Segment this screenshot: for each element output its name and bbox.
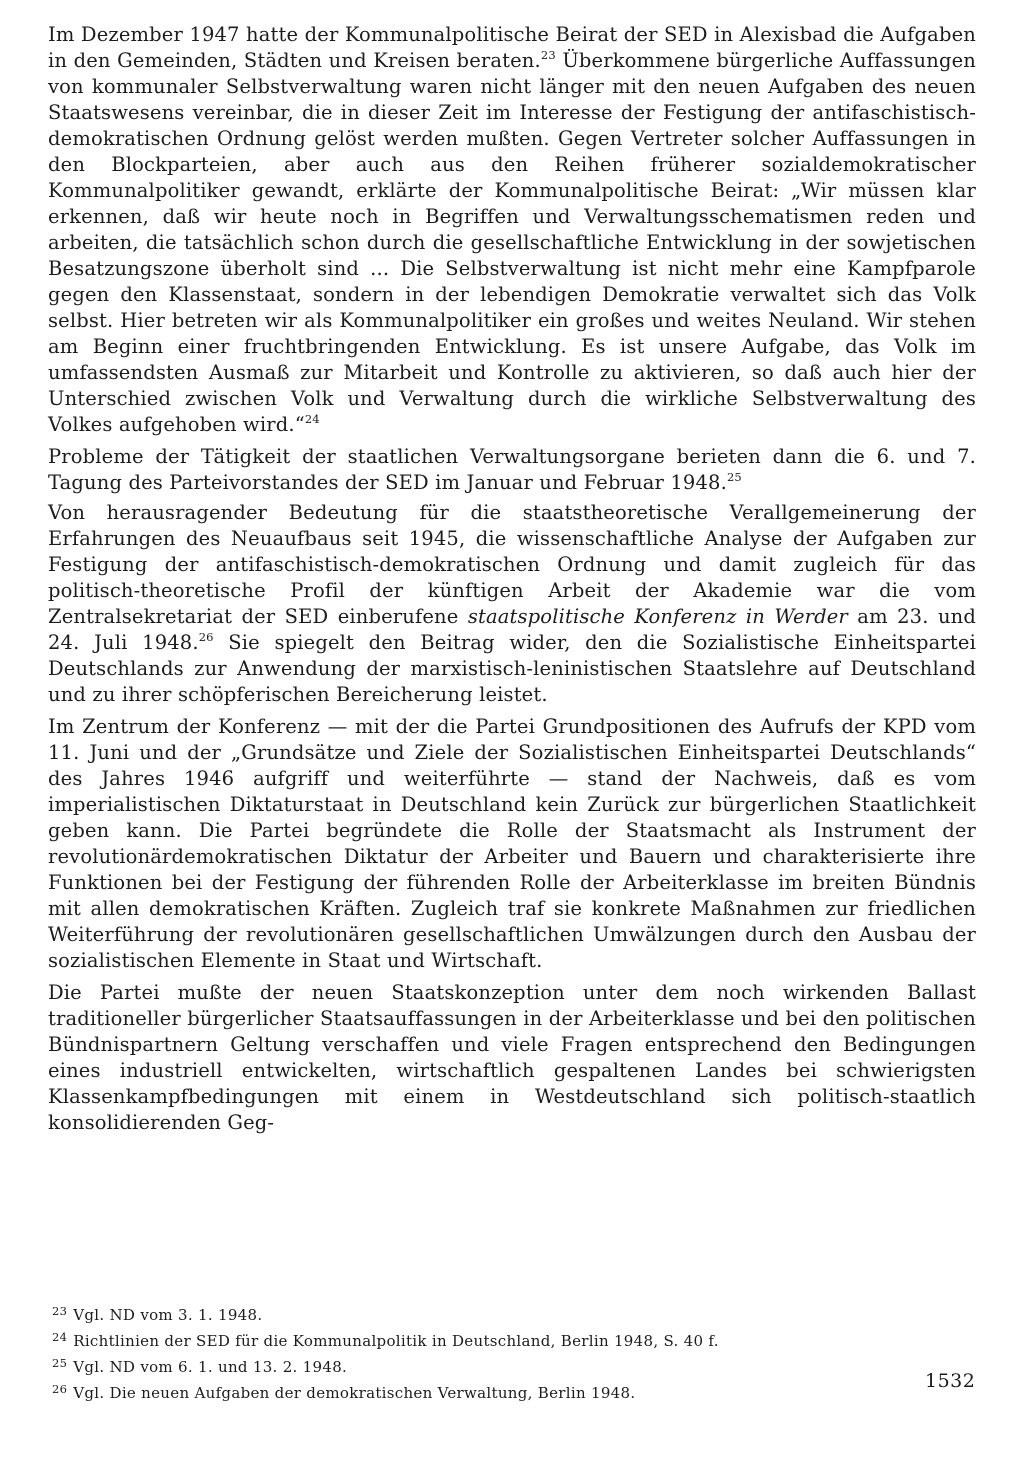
- footnote-24: [52, 1326, 932, 1352]
- paragraph-text: Die Partei mußte der neuen Staatskonzeption unter dem noch wirkenden Ballast traditioneller bürgerlicher Staatsauffassungen in der Arbeiterklasse und bei den politischen Bündnispartnern Geltung verschaffen und viele Fragen entsprechend den Bedingungen eines industriell entwickelten, wirtschaftlich gespaltenen Landes bei schwierigsten Klassenkampfbedingungen mit einem in Westdeutschland sich politisch-staatlich konsolidierenden Geg-: [48, 981, 976, 1134]
- paragraph-text: Im Dezember 1947 hatte der Kommunalpolitische Beirat der SED in Alexisbad die Aufgaben in den Gemeinden, Städten und Kreisen beraten.: [48, 23, 976, 72]
- footnote-ref-24[interactable]: 24: [304, 412, 320, 426]
- footnote-text: Vgl. ND vom 3. 1. 1948.: [73, 1306, 263, 1324]
- footnotes: [52, 1300, 932, 1404]
- footnote-number: 23: [52, 1304, 68, 1318]
- paragraph-1: [48, 22, 976, 438]
- page-number: 1532: [925, 1370, 976, 1392]
- footnote-text: Vgl. ND vom 6. 1. und 13. 2. 1948.: [73, 1358, 348, 1376]
- footnote-number: 25: [52, 1356, 68, 1370]
- footnote-23: [52, 1300, 932, 1326]
- page-body: [48, 22, 976, 1142]
- footnote-ref-23[interactable]: 23: [540, 48, 556, 62]
- footnote-text: Vgl. Die neuen Aufgaben der demokratischen Verwaltung, Berlin 1948.: [73, 1384, 636, 1402]
- paragraph-2: [48, 444, 976, 496]
- paragraph-4: [48, 714, 976, 974]
- paragraph-text: am 23. und 24. Juli 1948.: [48, 605, 976, 654]
- footnote-25: [52, 1352, 932, 1378]
- paragraph-text: Probleme der Tätigkeit der staatlichen Verwaltungsorgane berieten dann die 6. und 7. Tagung des Parteivorstandes der SED im Januar und Februar 1948.: [48, 445, 976, 494]
- paragraph-text: Von herausragender Bedeutung für die staatstheoretische Verallgemeinerung der Erfahrungen des Neuaufbaus seit 1945, die wissenschaftliche Analyse der Aufgaben zur Festigung der antifaschistisch-demokratischen Ordnung und damit zugleich für das politisch-theoretische Profil der künftigen Arbeit der Akademie war die vom Zentralsekretariat der SED einberufene: [48, 501, 976, 628]
- paragraph-text: Überkommene bürgerliche Auffassungen von kommunaler Selbstverwaltung waren nicht länger mit den neuen Aufgaben des neuen Staatswesens vereinbar, die in dieser Zeit im Interesse der Festigung der antifaschistisch-demokratischen Ordnung gelöst werden mußten. Gegen Vertreter solcher Auffassungen in den Blockparteien, aber auch aus den Reihen früherer sozialdemokratischer Kommunalpolitiker gewandt, erklärte der Kommunalpolitische Beirat: „Wir müssen klar erkennen, daß wir heute noch in Begriffen und Verwaltungsschematismen reden und arbeiten, die tatsächlich schon durch die gesellschaftliche Entwicklung in der sowjetischen Besatzungszone überholt sind ... Die Selbstverwaltung ist nicht mehr eine Kampfparole gegen den Klassenstaat, sondern in der lebendigen Demokratie verwaltet sich das Volk selbst. Hier betreten wir als Kommunalpolitiker ein großes und weites Neuland. Wir stehen am Beginn einer fruchtbringenden Entwicklung. Es ist unsere Aufgabe, das Volk im umfassendsten Ausmaß zur Mitarbeit und Kontrolle zu aktivieren, so daß auch hier der Unterschied zwischen Volk und Verwaltung durch die wirkliche Selbstverwaltung des Volkes aufgehoben wird.“: [48, 49, 977, 436]
- italic-emphasis: staatspolitische Konferenz in Werder: [467, 605, 848, 628]
- footnote-ref-25[interactable]: 25: [726, 470, 742, 484]
- footnote-ref-26[interactable]: 26: [198, 630, 214, 644]
- footnote-number: 24: [52, 1330, 68, 1344]
- paragraph-text: Sie spiegelt den Beitrag wider, den die Sozialistische Einheitspartei Deutschlands zur Anwendung der marxistisch-leninistischen Staatslehre auf Deutschland und zu ihrer schöpferischen Bereicherung leistet.: [48, 631, 976, 706]
- paragraph-text: Im Zentrum der Konferenz — mit der die Partei Grundpositionen des Aufrufs der KPD vom 11. Juni und der „Grundsätze und Ziele der Sozialistischen Einheitspartei Deutschlands“ des Jahres 1946 aufgriff und weiterführte — stand der Nachweis, daß es vom imperialistischen Diktaturstaat in Deutschland kein Zurück zur bürgerlichen Staatlichkeit geben kann. Die Partei begründete die Rolle der Staatsmacht als Instrument der revolutionärdemokratischen Diktatur der Arbeiter und Bauern und charakterisierte ihre Funktionen bei der Festigung der führenden Rolle der Arbeiterklasse im breiten Bündnis mit allen demokratischen Kräften. Zugleich traf sie konkrete Maßnahmen zur friedlichen Weiterführung der revolutionären gesellschaftlichen Umwälzungen durch den Ausbau der sozialistischen Elemente in Staat und Wirtschaft.: [48, 715, 976, 972]
- footnote-26: [52, 1378, 932, 1404]
- footnote-number: 26: [52, 1382, 68, 1396]
- paragraph-3: [48, 500, 976, 708]
- paragraph-5: [48, 980, 976, 1136]
- footnote-text: Richtlinien der SED für die Kommunalpolitik in Deutschland, Berlin 1948, S. 40 f.: [73, 1332, 719, 1350]
